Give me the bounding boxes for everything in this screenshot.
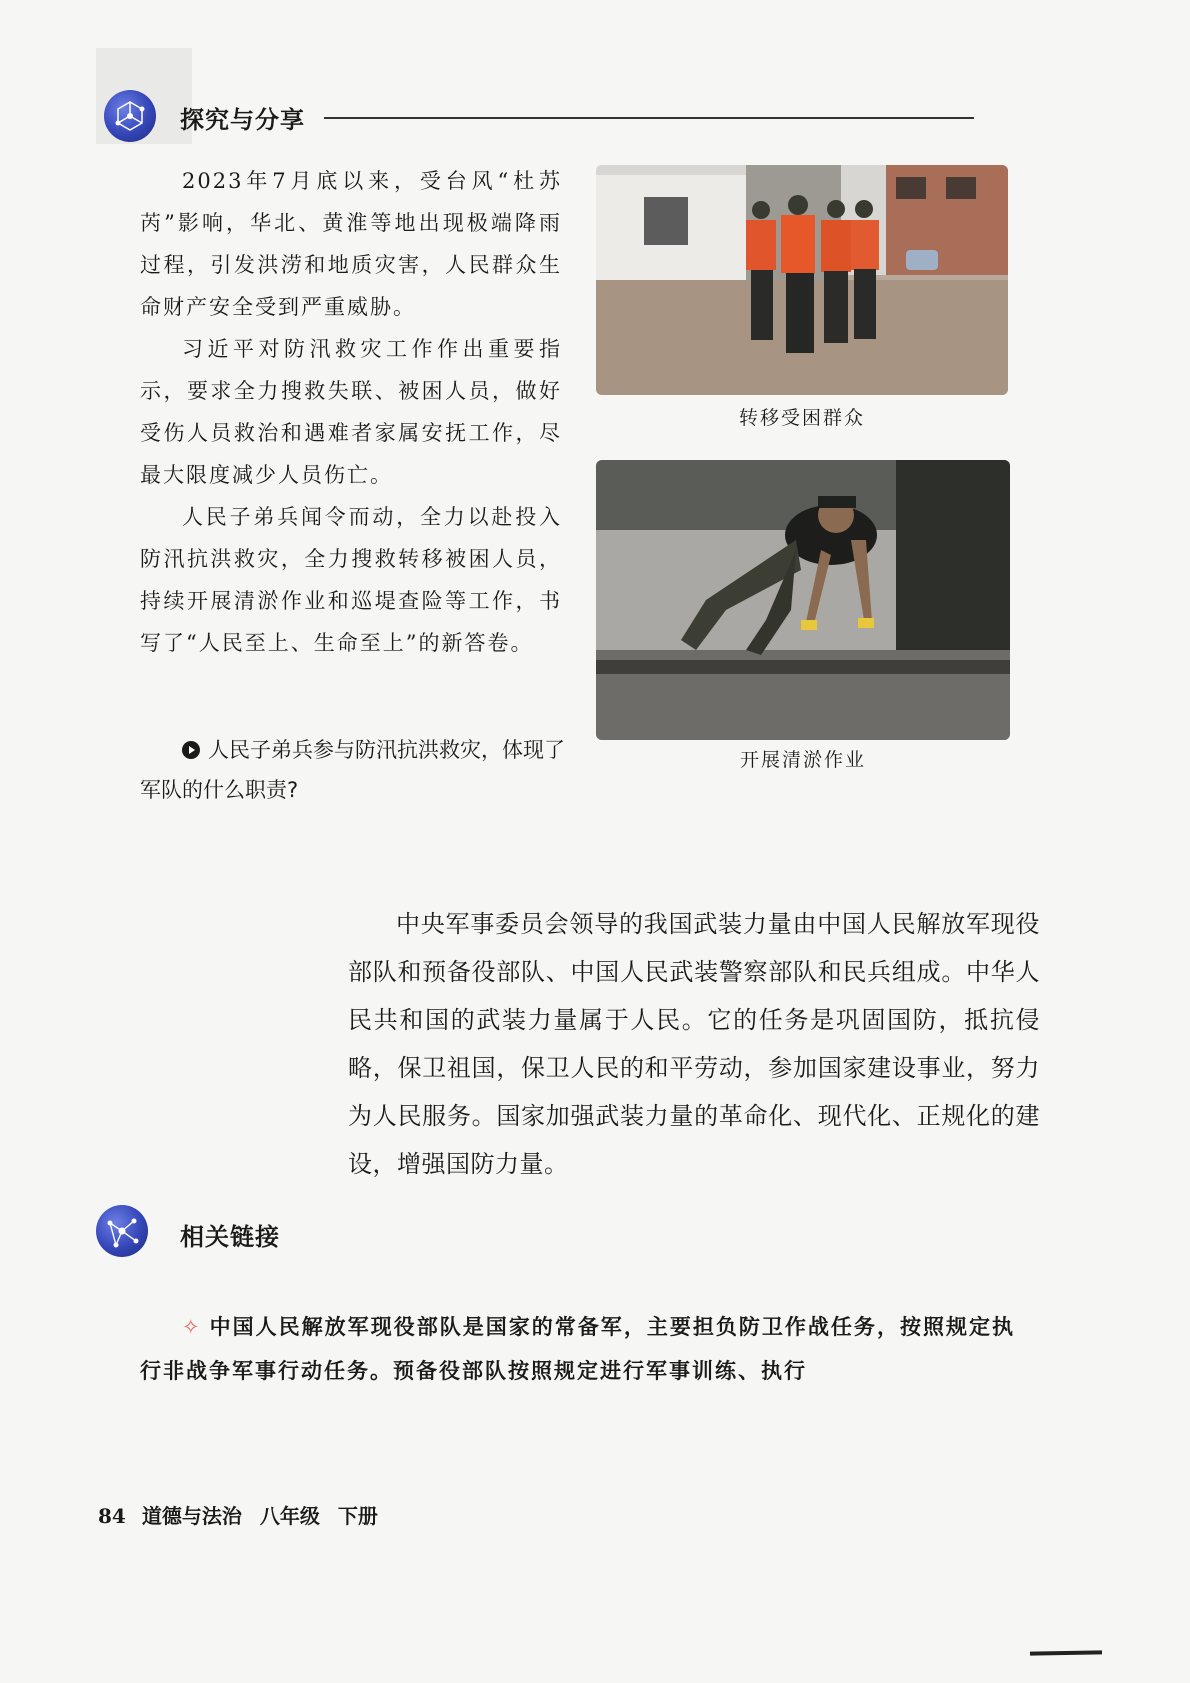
photo-silt-clearing	[596, 460, 1010, 740]
explore-section-title: 探究与分享	[180, 106, 305, 134]
footer-subject: 道德与法治	[141, 1504, 242, 1528]
explore-paragraph-3: 人民子弟兵闻令而动，全力以赴投入防汛抗洪救灾，全力搜救转移被困人员，持续开展清淤作业和巡堤查险等工作，书写了“人民至上、生命至上”的新答卷。	[140, 505, 562, 655]
page-edge-mark	[1030, 1650, 1102, 1655]
explore-text-block	[140, 160, 562, 664]
header-rule	[324, 117, 974, 119]
related-links-icon	[96, 1205, 148, 1257]
footer-grade: 八年级	[259, 1504, 320, 1528]
related-links-title: 相关链接	[180, 1223, 280, 1251]
photo-caption-evacuation: 转移受困群众	[738, 407, 865, 429]
photo-evacuation	[596, 165, 1008, 395]
question-text: 人民子弟兵参与防汛抗洪救灾，体现了军队的什么职责?	[140, 738, 565, 802]
bullet-icon: ✧	[182, 1315, 202, 1339]
photo-caption-silt-clearing: 开展清淤作业	[739, 749, 866, 771]
main-paragraph: 中央军事委员会领导的我国武装力量由中国人民解放军现役部队和预备役部队、中国人民武装警察部队和民兵组成。中华人民共和国的武装力量属于人民。它的任务是巩固国防，抵抗侵略，保卫祖国，保卫人民的和平劳动，参加国家建设事业，努力为人民服务。国家加强武装力量的革命化、现代化、正规化的建设，增强国防力量。	[348, 910, 1040, 1178]
play-icon	[182, 741, 200, 759]
related-links-body: 中国人民解放军现役部队是国家的常备军，主要担负防卫作战任务，按照规定执行非战争军事行动任务。预备役部队按照规定进行军事训练、执行	[140, 1314, 1015, 1383]
page-footer	[98, 1500, 396, 1529]
discussion-question	[140, 730, 570, 810]
explore-paragraph-2: 习近平对防汛救灾工作作出重要指示，要求全力搜救失联、被困人员，做好受伤人员救治和遇难者家属安抚工作，尽最大限度减少人员伤亡。	[140, 337, 562, 487]
page-number: 84	[98, 1504, 126, 1528]
footer-volume: 下册	[337, 1504, 378, 1528]
explore-paragraph-1: 2023年7月底以来，受台风“杜苏芮”影响，华北、黄淮等地出现极端降雨过程，引发洪涝和地质灾害，人民群众生命财产安全受到严重威胁。	[140, 169, 562, 319]
related-links-text	[140, 1305, 1015, 1393]
related-links-header	[96, 1205, 396, 1265]
explore-icon	[104, 90, 156, 142]
explore-section-header	[96, 86, 976, 146]
